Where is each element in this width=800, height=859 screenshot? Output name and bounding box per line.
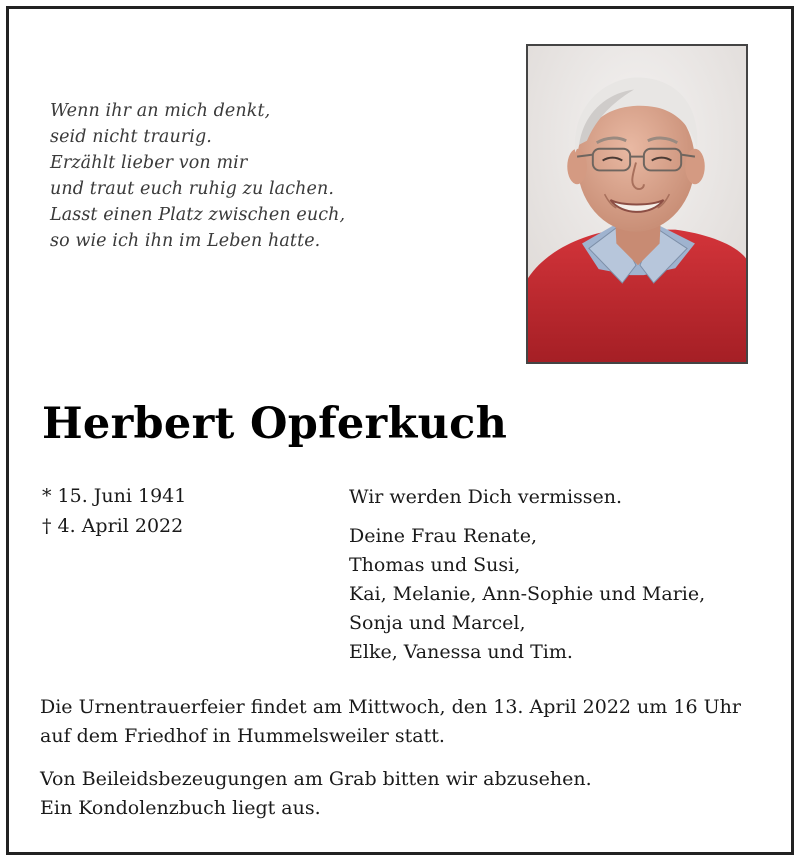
portrait-photo [526, 44, 748, 364]
poem-line: Lasst einen Platz zwischen euch, [50, 205, 346, 225]
poem-line: seid nicht traurig. [50, 127, 212, 147]
condolence-line: Von Beileidsbezeugungen am Grab bitten wir abzusehen. [40, 768, 592, 790]
family-member-line: Kai, Melanie, Ann-Sophie und Marie, [349, 583, 706, 605]
family-block [349, 483, 705, 667]
birth-date: * 15. Juni 1941 [42, 485, 187, 507]
memorial-poem [50, 98, 345, 254]
ceremony-paragraph [40, 693, 741, 751]
life-dates [42, 481, 186, 541]
poem-line: so wie ich ihn im Leben hatte. [50, 231, 321, 251]
deceased-name: Herbert Opferkuch [42, 399, 508, 449]
poem-line: Erzählt lieber von mir [50, 153, 248, 173]
poem-line: und traut euch ruhig zu lachen. [50, 179, 334, 199]
condolence-paragraph [40, 765, 741, 823]
condolence-line: Ein Kondolenzbuch liegt aus. [40, 797, 321, 819]
family-member-line: Elke, Vanessa und Tim. [349, 641, 573, 663]
death-date: † 4. April 2022 [42, 515, 184, 537]
portrait-illustration [528, 46, 746, 362]
ceremony-line: auf dem Friedhof in Hummelsweiler statt. [40, 725, 445, 747]
family-member-line: Sonja und Marcel, [349, 612, 526, 634]
family-member-line: Deine Frau Renate, [349, 525, 537, 547]
family-lead-text: Wir werden Dich vermissen. [349, 486, 623, 508]
funeral-notice [40, 693, 741, 823]
ceremony-line: Die Urnentrauerfeier findet am Mittwoch, den 13. April 2022 um 16 Uhr [40, 696, 741, 718]
poem-line: Wenn ihr an mich denkt, [50, 101, 271, 121]
family-member-line: Thomas und Susi, [349, 554, 521, 576]
